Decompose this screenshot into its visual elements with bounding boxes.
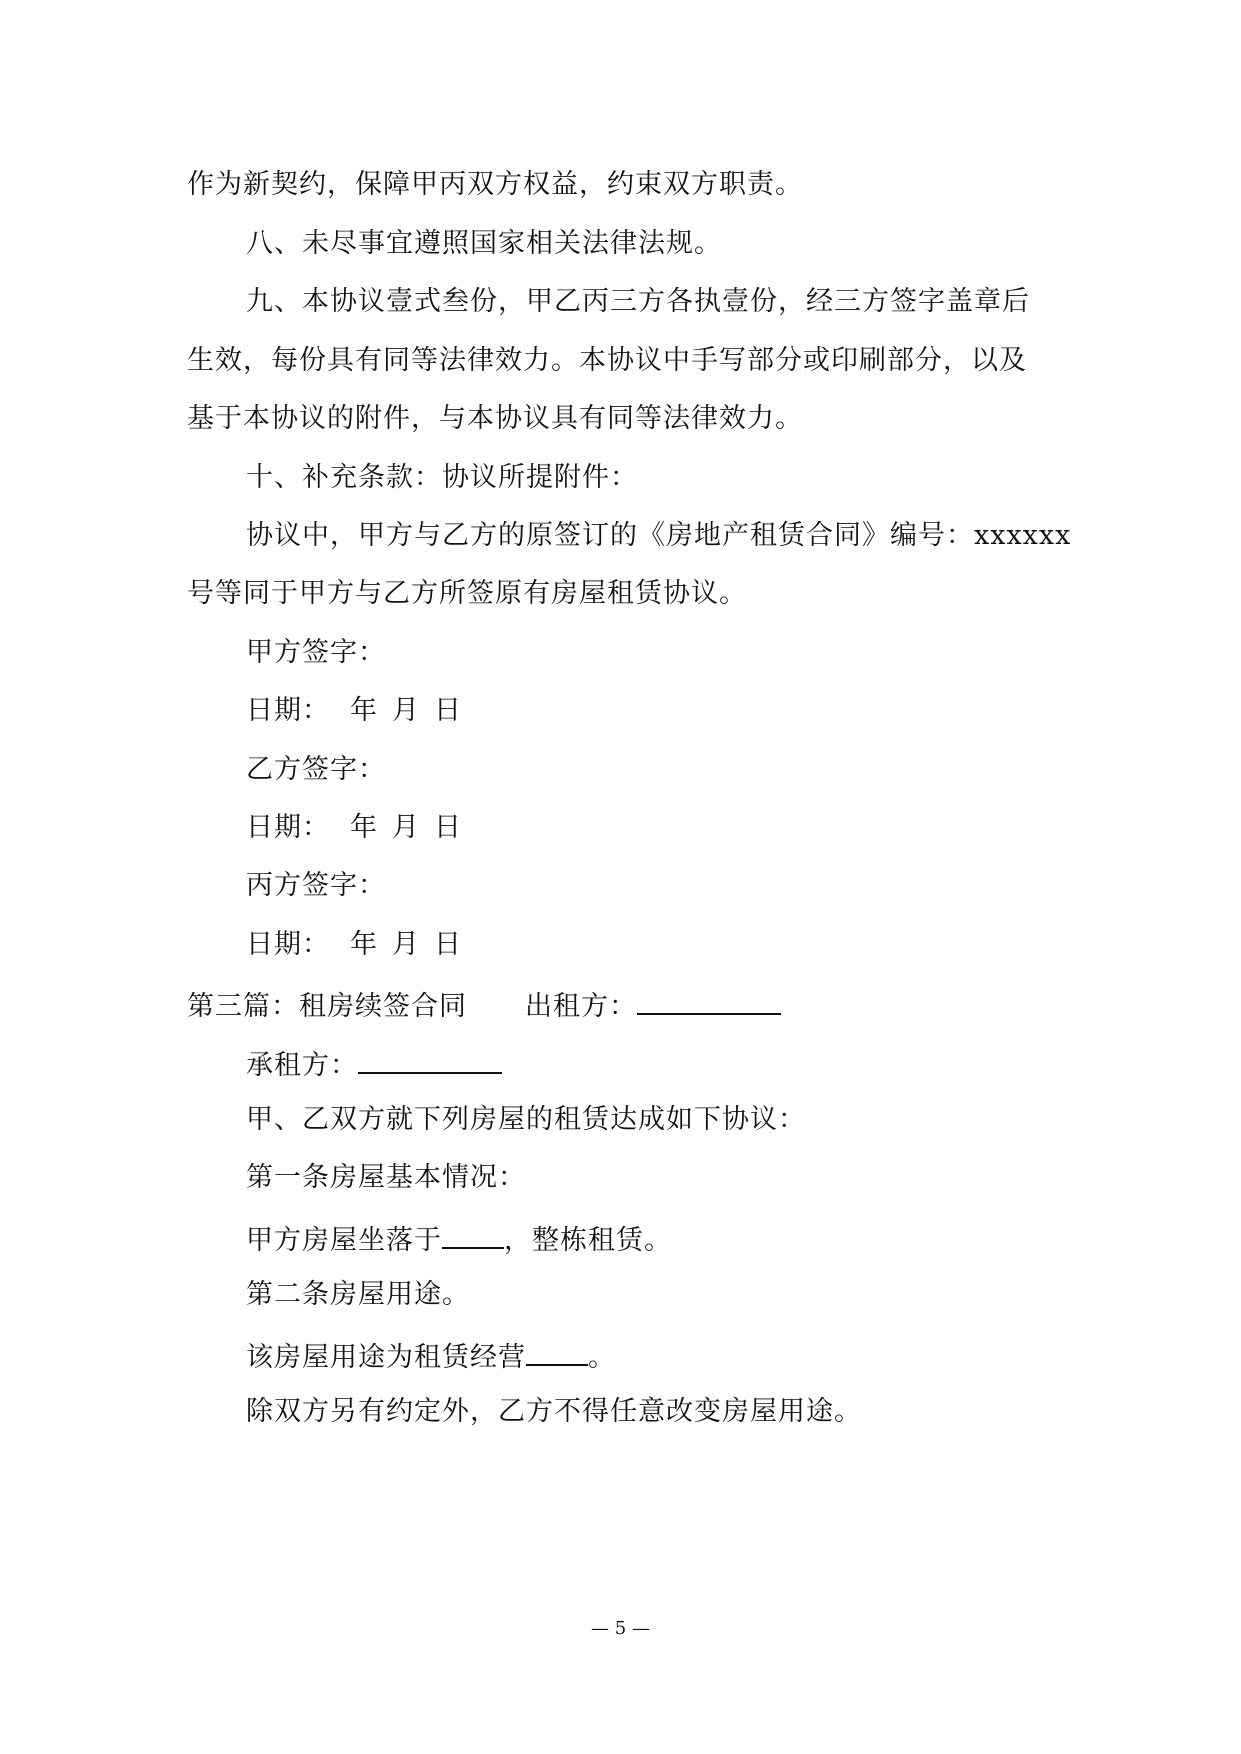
party-c-date-line <box>246 927 462 963</box>
year-label: 年 <box>350 812 378 843</box>
party-c-signature-label: 丙方签字： <box>246 870 386 901</box>
article-two-heading: 第二条房屋用途。 <box>246 1279 470 1310</box>
clause-eight: 八、未尽事宜遵照国家相关法律法规。 <box>246 228 722 259</box>
month-label: 月 <box>392 695 420 726</box>
section-three-header <box>187 985 781 1025</box>
page-number: — 5 — <box>591 1618 650 1639</box>
month-label: 月 <box>392 812 420 843</box>
year-label: 年 <box>350 695 378 726</box>
location-blank <box>442 1219 504 1249</box>
lessee-line <box>246 1044 502 1084</box>
party-b-date-line <box>246 810 462 846</box>
lessor-label: 出租方： <box>525 991 637 1022</box>
agreement-intro: 甲、乙双方就下列房屋的租赁达成如下协议： <box>246 1104 806 1135</box>
month-label: 月 <box>392 929 420 960</box>
paragraph-line: 作为新契约，保障甲丙双方权益，约束双方职责。 <box>187 169 803 200</box>
usage-restriction: 除双方另有约定外，乙方不得任意改变房屋用途。 <box>246 1396 862 1427</box>
party-b-signature-label: 乙方签字： <box>246 754 386 785</box>
lessor-blank <box>637 985 781 1015</box>
usage-blank <box>526 1336 588 1366</box>
day-label: 日 <box>434 695 462 726</box>
paragraph-line: 基于本协议的附件，与本协议具有同等法律效力。 <box>187 403 803 434</box>
location-line <box>246 1219 672 1259</box>
usage-line <box>246 1336 616 1376</box>
date-label: 日期： <box>246 695 330 726</box>
location-suffix: ，整栋租赁。 <box>504 1225 672 1256</box>
section-three-title: 第三篇：租房续签合同 <box>187 991 467 1022</box>
location-prefix: 甲方房屋坐落于 <box>246 1225 442 1256</box>
clause-ten: 十、补充条款：协议所提附件： <box>246 462 638 493</box>
lessee-label: 承租方： <box>246 1050 358 1081</box>
clause-nine: 九、本协议壹式叁份，甲乙丙三方各执壹份，经三方签字盖章后 <box>246 286 1030 317</box>
party-a-signature-label: 甲方签字： <box>246 637 386 668</box>
day-label: 日 <box>434 929 462 960</box>
attachment-clause: 协议中，甲方与乙方的原签订的《房地产租赁合同》编号：xxxxxx <box>246 520 1072 551</box>
article-one-heading: 第一条房屋基本情况： <box>246 1162 526 1193</box>
year-label: 年 <box>350 929 378 960</box>
party-a-date-line <box>246 693 462 729</box>
usage-prefix: 该房屋用途为租赁经营 <box>246 1342 526 1373</box>
date-label: 日期： <box>246 812 330 843</box>
day-label: 日 <box>434 812 462 843</box>
lessee-blank <box>358 1044 502 1074</box>
date-label: 日期： <box>246 929 330 960</box>
usage-suffix: 。 <box>588 1342 616 1373</box>
paragraph-line: 生效，每份具有同等法律效力。本协议中手写部分或印刷部分，以及 <box>187 345 1027 376</box>
paragraph-line: 号等同于甲方与乙方所签原有房屋租赁协议。 <box>187 578 747 609</box>
